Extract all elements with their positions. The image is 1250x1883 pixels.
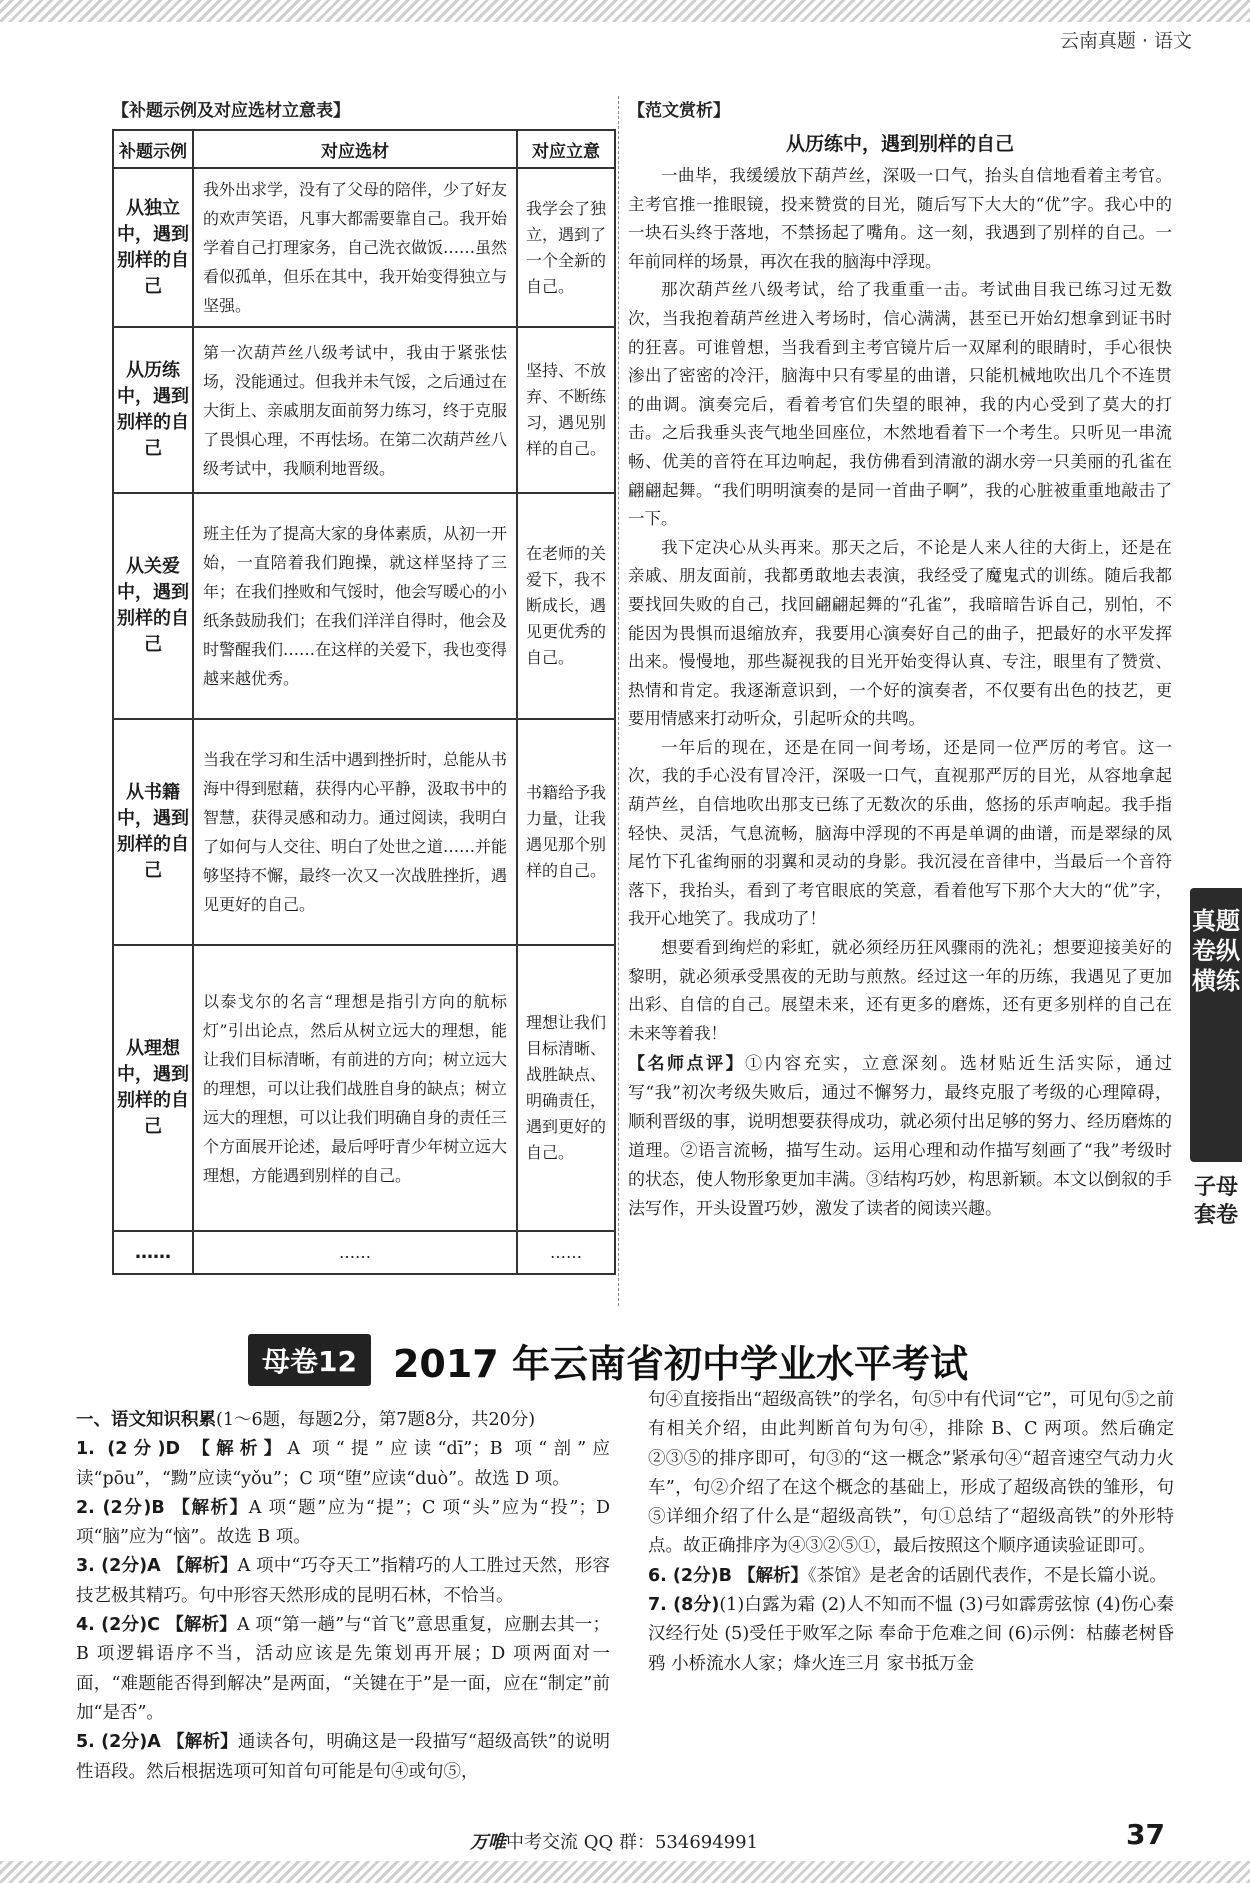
answer-head: 3. (2分)A 【解析】	[76, 1556, 238, 1577]
qq-text: 中考交流 QQ 群：534694991	[506, 1832, 759, 1853]
answer-section-head	[76, 1406, 610, 1435]
answer-item	[76, 1728, 610, 1787]
column-header: 补题示例	[113, 130, 193, 168]
column-header: 对应立意	[517, 130, 615, 168]
essay-title: 从历练中，遇到别样的自己	[785, 133, 1014, 155]
review-text: ①内容充实，立意深刻。选材贴近生活实际，通过写“我”初次考级失败后，通过不懈努力，最终克服了考级的心理障碍，顺利晋级的事，说明想要获得成功，就必须付出足够的努力、经历磨炼的道理。②语言流畅，描写生动。运用心理和动作描写刻画了“我”考级时的状态，使人物形象更加丰满。③结构巧妙，构思新颖。本文以倒叙的手法写作，开头设置巧妙，激发了读者的阅读兴趣。	[628, 1054, 1173, 1220]
paper-tag: 母卷12	[248, 1334, 371, 1386]
example-cell: 从书籍中，遇到别样的自己	[113, 719, 193, 945]
idea-cell: ……	[517, 1231, 615, 1274]
answer-head: 4. (2分)C 【解析】	[76, 1615, 237, 1636]
example-cell: 从关爱中，遇到别样的自己	[113, 493, 193, 719]
answers-right-column	[648, 1386, 1174, 1679]
side-tab-sub: 子母套卷	[1193, 1175, 1238, 1228]
exam-title: 2017 年云南省初中学业水平考试	[392, 1341, 968, 1386]
essay-paragraph: 那次葫芦丝八级考试，给了我重重一击。考试曲目我已练习过无数次，当我抱着葫芦丝进入考场时，信心满满，甚至已开始幻想拿到证书时的狂喜。可谁曾想，当我看到主考官镜片后一双犀利的眼睛时，手心很快渗出了密密的冷汗，脑海中只有零星的曲谱，只能机械地吹出几个不连贯的曲调。演奏完后，看着考官们失望的眼神，我的内心受到了莫大的打击。之后我垂头丧气地坐回座位，木然地看着下一个考生。只听见一串流畅、优美的音符在耳边响起，我仿佛看到清澈的湖水旁一只美丽的孔雀在翩翩起舞。“我们明明演奏的是同一首曲子啊”，我的心脏被重重地敲击了一下。	[628, 280, 1172, 529]
table-row	[113, 945, 615, 1231]
material-cell: 第一次葫芦丝八级考试中，我由于紧张怯场，没能通过。但我并未气馁，之后通过在大街上、亲戚朋友面前努力练习，终于克服了畏惧心理，不再怯场。在第二次葫芦丝八级考试中，我顺利地晋级。	[193, 327, 517, 493]
material-cell: 以泰戈尔的名言“理想是指引方向的航标灯”引出论点，然后从树立远大的理想，能让我们目标清晰，有前进的方向；树立远大的理想，可以让我们战胜自身的缺点；树立远大的理想，可以让我们明确自身的责任三个方面展开论述，最后呼吁青少年树立远大理想，方能遇到别样的自己。	[193, 945, 517, 1231]
answer-item	[76, 1494, 610, 1553]
example-cell: ……	[113, 1231, 193, 1274]
essay-section-label: 【范文赏析】	[628, 101, 730, 121]
answer-text: (1)白露为霜 (2)人不知而不愠 (3)弓如霹雳弦惊 (4)伤心秦汉经行处 (5)受任于败军之际 奉命于危难之间 (6)示例：枯藤老树昏鸦 小桥流水人家；烽火连三月 家书抵万金	[648, 1595, 1175, 1674]
table-row	[113, 493, 615, 719]
table-row	[113, 327, 615, 493]
answer-head: 7. (8分)	[648, 1595, 720, 1616]
topic-table	[112, 129, 616, 1275]
material-cell: 当我在学习和生活中遇到挫折时，总能从书海中得到慰藉，获得内心平静，汲取书中的智慧，获得灵感和动力。通过阅读，我明白了如何与人交往、明白了处世之道……并能够坚持不懈，最终一次又一次战胜挫折，遇见更好的自己。	[193, 719, 517, 945]
material-cell: ……	[193, 1231, 517, 1274]
answer-item	[648, 1562, 1174, 1591]
review-label: 【名师点评】	[628, 1054, 746, 1075]
running-header: 云南真题 · 语文	[1059, 30, 1192, 52]
essay-paragraph: 想要看到绚烂的彩虹，就必须经历狂风骤雨的洗礼；想要迎接美好的黎明，就必须承受黑夜的无助与煎熬。经过这一年的历练，我遇见了更加出彩、自信的自己。展望未来，还有更多的磨炼，还有更多别样的自己在未来等着我！	[628, 938, 1172, 1043]
topic-table-section	[112, 96, 616, 1275]
answer-head: 1. (2分)D 【解析】	[76, 1439, 288, 1460]
answer-text: A 项中“巧夺天工”指精巧的人工胜过天然，形容技艺极其精巧。句中形容天然形成的昆明石林，不恰当。	[76, 1556, 610, 1606]
answer-item	[648, 1591, 1174, 1679]
answer-item	[76, 1435, 610, 1494]
idea-cell: 在老师的关爱下，我不断成长，遇见更优秀的自己。	[517, 493, 615, 719]
bottom-stripe	[0, 1861, 1250, 1883]
answer-head: 5. (2分)A 【解析】	[76, 1732, 238, 1753]
section-note: (1～6题，每题2分，第7题8分，共20分)	[216, 1410, 536, 1430]
table-header-row	[113, 130, 615, 168]
table-row	[113, 719, 615, 945]
answer-text: A 项“提”应读“dī”；B 项“剖”应读“pōu”，“黝”应读“yǒu”；C 项“堕”应读“duò”。故选 D 项。	[76, 1439, 610, 1489]
idea-cell: 我学会了独立，遇到了一个全新的自己。	[517, 168, 615, 327]
table-row	[113, 168, 615, 327]
essay-paragraph: 我下定决心从头再来。那天之后，不论是人来人往的大街上，还是在亲戚、朋友面前，我都勇敢地去表演，我经受了魔鬼式的训练。随后我都要找回失败的自己，找回翩翩起舞的“孔雀”，我暗暗告诉自己，别怕，不能因为畏惧而退缩放弃，我要用心演奏好自己的曲子，把最好的水平发挥出来。慢慢地，那些凝视我的目光开始变得认真、专注，眼里有了赞赏、热情和肯定。我逐渐意识到，一个好的演奏者，不仅要有出色的技艺，更要用情感来打动听众，引起听众的共鸣。	[628, 537, 1172, 729]
answer-text: 句④直接指出“超级高铁”的学名，句⑤中有代词“它”，可见句⑤之前有相关介绍，由此判断首句为句④，排除 B、C 两项。然后确定②③⑤的排序即可，句③的“这一概念”紧承句④“超音速空气动力火车”，句②介绍了在这个概念的基础上，形成了超级高铁的雏形，句⑤详细介绍了什么是“超级高铁”，句①总结了“超级高铁”的外形特点。故正确排序为④③②⑤①，最后按照这个顺序通读验证即可。	[648, 1390, 1174, 1557]
essay-body	[628, 162, 1172, 1048]
answer-item	[76, 1611, 610, 1728]
answer-item	[76, 1552, 610, 1611]
footer-qq-group	[470, 1828, 758, 1854]
material-cell: 我外出求学，没有了父母的陪伴，少了好友的欢声笑语，凡事大都需要靠自己。我开始学着自己打理家务，自己洗衣做饭……虽然看似孤单，但乐在其中，我开始变得独立与坚强。	[193, 168, 517, 327]
answers-left-column	[76, 1406, 610, 1787]
answer-text: A 项“第一趟”与“首飞”意思重复，应删去其一；B 项逻辑语序不当，活动应该是先策划再开展；D 项两面对一面，“难题能否得到解决”是两面，“关键在于”是一面，应在“制定”前加“是否”。	[76, 1615, 610, 1723]
column-header: 对应选材	[193, 130, 517, 168]
section-head: 一、语文知识积累	[76, 1410, 216, 1430]
material-cell: 班主任为了提高大家的身体素质，从初一开始，一直陪着我们跑操，就这样坚持了三年；在我们挫败和气馁时，他会写暖心的小纸条鼓励我们；在我们洋洋自得时，他会及时警醒我们……在这样的关爱下，我也变得越来越优秀。	[193, 493, 517, 719]
page-number: 37	[1126, 1818, 1165, 1851]
teacher-review	[628, 1050, 1172, 1224]
answer-head: 2. (2分)B 【解析】	[76, 1497, 249, 1518]
example-cell: 从独立中，遇到别样的自己	[113, 168, 193, 327]
answer-head: 6. (2分)B 【解析】	[648, 1565, 809, 1586]
answer-text: 通读各句，明确这是一段描写“超级高铁”的说明性语段。然后根据选项可知首句可能是句④或句⑤，	[76, 1732, 610, 1782]
model-essay-section	[628, 96, 1172, 1224]
top-stripe	[0, 0, 1250, 22]
answer-text: 《茶馆》是老舍的话剧代表作，不是长篇小说。	[808, 1565, 1167, 1586]
idea-cell: 书籍给予我力量，让我遇见那个别样的自己。	[517, 719, 615, 945]
example-cell: 从理想中，遇到别样的自己	[113, 945, 193, 1231]
idea-cell: 坚持、不放弃、不断练习，遇见别样的自己。	[517, 327, 615, 493]
answer-item	[648, 1386, 1174, 1562]
side-tab-main: 真题卷纵横练	[1190, 888, 1242, 1162]
table-section-label: 【补题示例及对应选材立意表】	[112, 101, 350, 121]
brand-logo: 万唯	[470, 1832, 506, 1853]
table-row	[113, 1231, 615, 1274]
answer-text: A 项“题”应为“提”；C 项“头”应为“投”；D 项“脑”应为“恼”。故选 B 项。	[76, 1497, 610, 1548]
idea-cell: 理想让我们目标清晰、战胜缺点、明确责任，遇到更好的自己。	[517, 945, 615, 1231]
essay-paragraph: 一年后的现在，还是在同一间考场，还是同一位严厉的考官。这一次，我的手心没有冒冷汗，深吸一口气，直视那严厉的目光，从容地拿起葫芦丝，自信地吹出那支已练了无数次的乐曲，悠扬的乐声响起。我手指轻快、灵活，气息流畅，脑海中浮现的不再是单调的曲谱，而是翠绿的凤尾竹下孔雀绚丽的羽翼和灵动的身影。我沉浸在音律中，当最后一个音符落下，我抬头，看到了考官眼底的笑意，看着他写下那个大大的“优”字，我开心地笑了。我成功了！	[628, 737, 1172, 929]
column-divider	[618, 96, 620, 1306]
exam-banner	[248, 1330, 968, 1390]
essay-paragraph: 一曲毕，我缓缓放下葫芦丝，深吸一口气，抬头自信地看着主考官。主考官推一推眼镜，投来赞赏的目光，随后写下大大的“优”字。我心中的一块石头终于落地，不禁扬起了嘴角。这一刻，我遇到了别样的自己。一年前同样的场景，再次在我的脑海中浮现。	[628, 166, 1172, 271]
example-cell: 从历练中，遇到别样的自己	[113, 327, 193, 493]
